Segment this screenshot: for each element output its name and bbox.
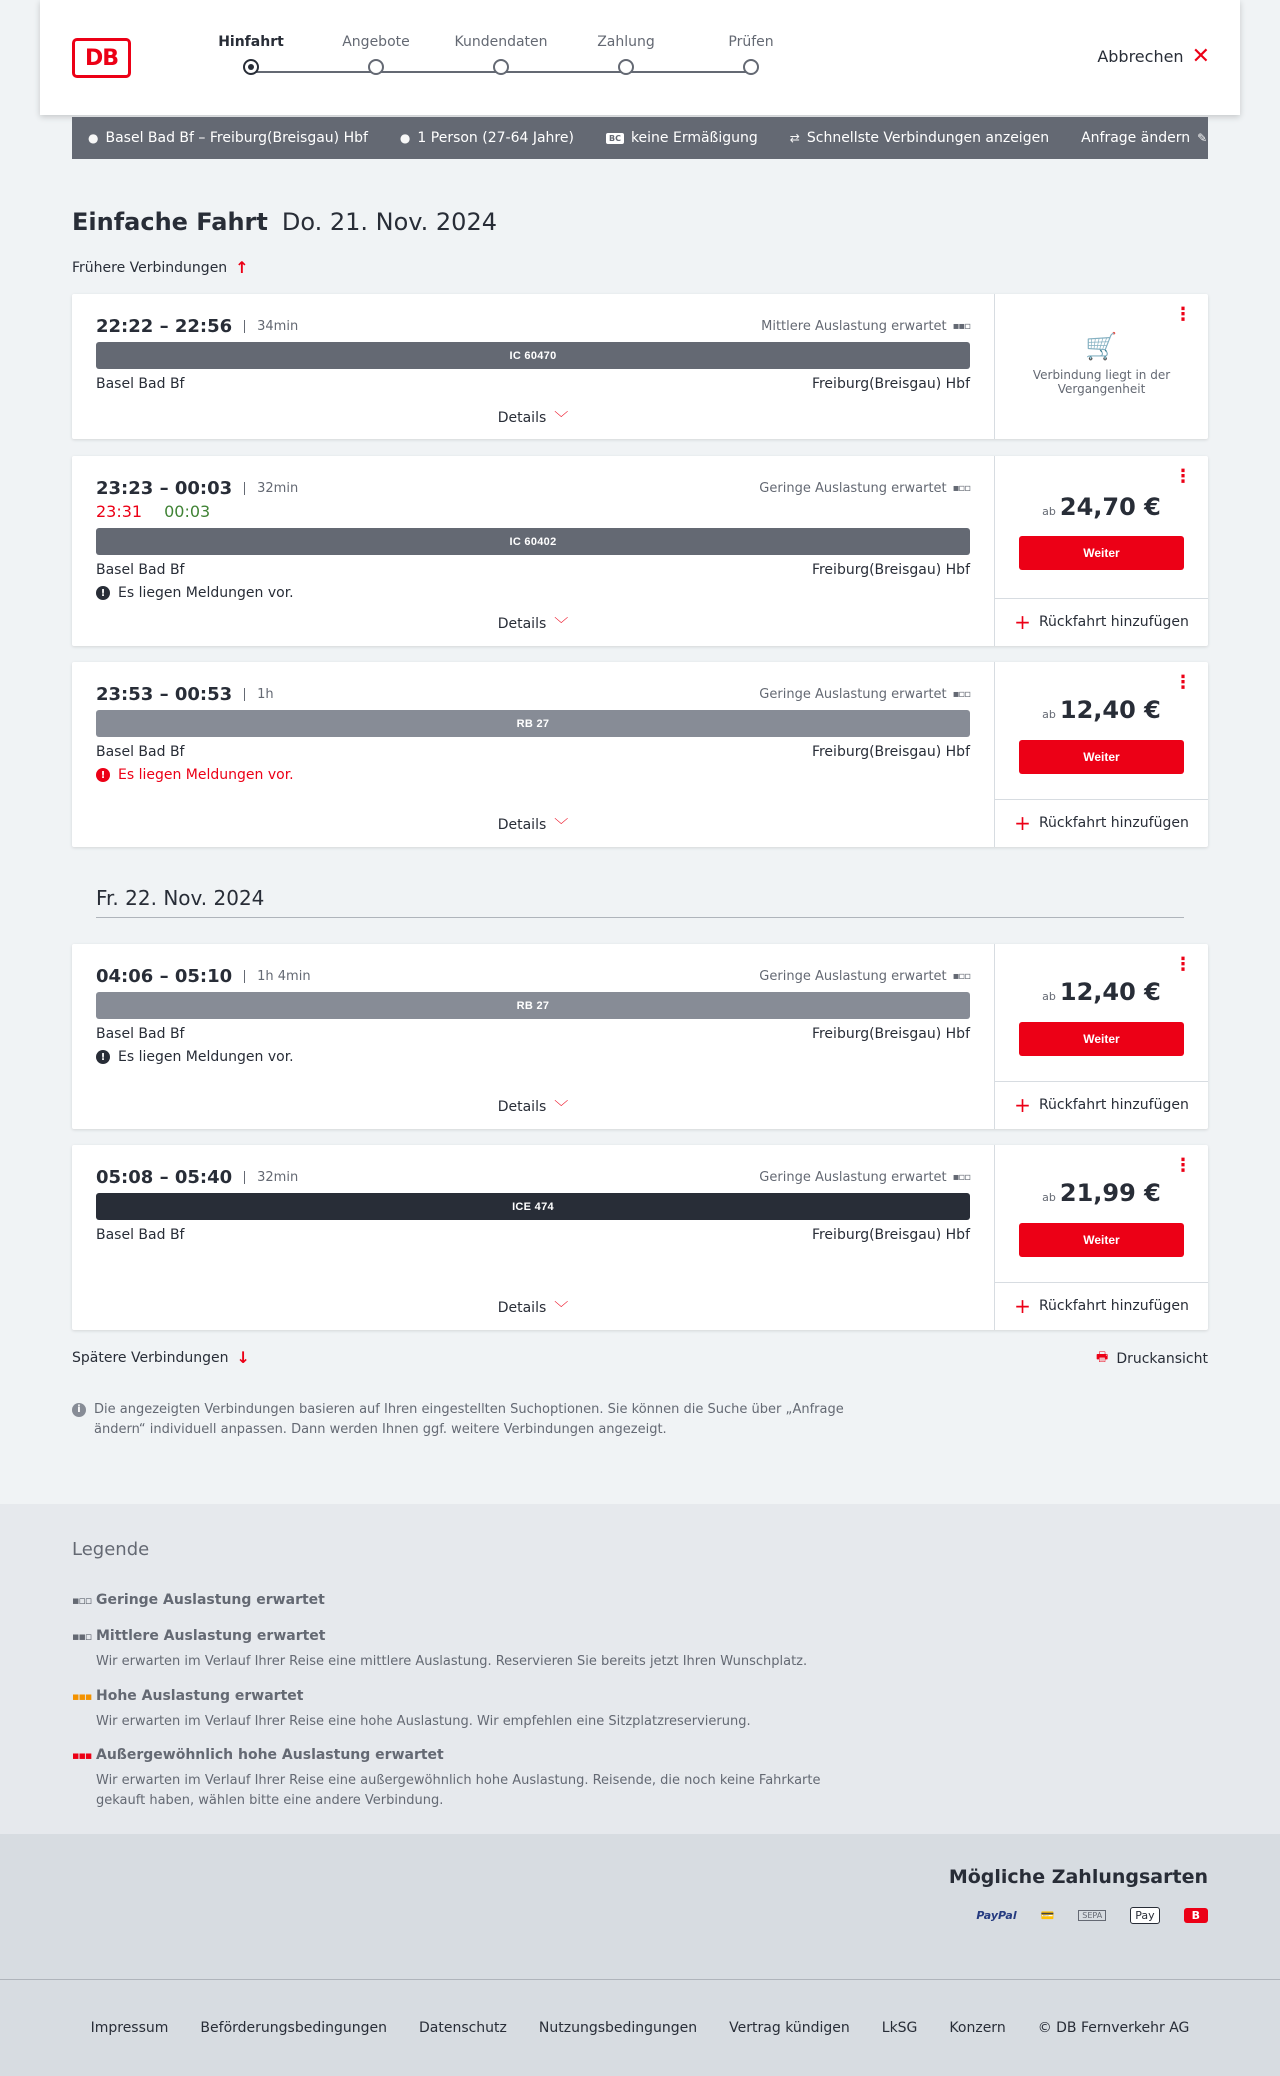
person-icon: ● bbox=[399, 131, 411, 145]
apple-pay-icon bbox=[1130, 1907, 1159, 1924]
realtime-info bbox=[96, 502, 210, 521]
price-value: 12,40 € bbox=[1059, 978, 1161, 1006]
occupancy-high-icon: ▪▪▪ bbox=[72, 1689, 92, 1703]
plus-icon: + bbox=[1014, 1093, 1031, 1117]
db-bonus-icon: B bbox=[1184, 1908, 1208, 1923]
add-return-label: Rückfahrt hinzufügen bbox=[1038, 1298, 1189, 1314]
arrival-station: Freiburg(Breisgau) Hbf bbox=[811, 744, 970, 760]
arrival-station: Freiburg(Breisgau) Hbf bbox=[811, 562, 970, 578]
train-bar bbox=[96, 528, 970, 555]
step-hinfahrt bbox=[201, 34, 301, 75]
price bbox=[995, 493, 1208, 521]
chevron-down-icon: ﹀ bbox=[554, 411, 569, 427]
past-connection-notice bbox=[995, 332, 1208, 396]
footer-link-datenschutz[interactable]: Datenschutz bbox=[418, 2020, 507, 2036]
travellers-text: 1 Person (27-64 Jahre) bbox=[417, 130, 574, 146]
close-icon: ✕ bbox=[1191, 43, 1210, 69]
connection-main bbox=[72, 294, 994, 439]
message-notice[interactable] bbox=[96, 1049, 294, 1065]
stations bbox=[96, 562, 970, 578]
payment-title: Mögliche Zahlungsarten bbox=[948, 1866, 1208, 1888]
apple-pay-label: Pay bbox=[1135, 1909, 1155, 1922]
occupancy-info bbox=[759, 969, 970, 984]
connection-offer bbox=[994, 1145, 1208, 1330]
later-connections-link[interactable] bbox=[72, 1348, 250, 1367]
duration: 32min bbox=[244, 1171, 298, 1184]
add-return-button[interactable] bbox=[995, 1282, 1208, 1329]
price bbox=[995, 696, 1208, 724]
route-item bbox=[88, 130, 368, 146]
time-range: 05:08 – 05:40 bbox=[96, 1167, 233, 1188]
legend bbox=[0, 1504, 1280, 1834]
price bbox=[995, 1179, 1208, 1207]
stations bbox=[96, 1227, 970, 1243]
details-label: Details bbox=[497, 817, 547, 833]
occupancy-text: Geringe Auslastung erwartet bbox=[759, 481, 947, 496]
details-label: Details bbox=[497, 410, 547, 426]
alert-icon: ! bbox=[96, 586, 110, 600]
train-bar bbox=[96, 342, 970, 369]
footer-link-lksg[interactable]: LkSG bbox=[881, 2020, 918, 2036]
arrival-station: Freiburg(Breisgau) Hbf bbox=[811, 1227, 970, 1243]
mode-item bbox=[790, 130, 1049, 146]
legend-title: Legende bbox=[72, 1539, 150, 1560]
legend-item-title: Außergewöhnlich hohe Auslastung erwartet bbox=[96, 1747, 444, 1763]
legend-item-title: Mittlere Auslastung erwartet bbox=[96, 1628, 326, 1644]
print-label: Druckansicht bbox=[1116, 1351, 1208, 1367]
step-angebote bbox=[326, 34, 426, 75]
printer-icon: 🖶 bbox=[1096, 1350, 1109, 1365]
payment-icons bbox=[976, 1907, 1208, 1924]
occupancy-low-icon: ▪▫▫ bbox=[72, 1593, 92, 1607]
time-range: 23:53 – 00:53 bbox=[96, 684, 233, 705]
duration: 1h bbox=[244, 688, 274, 701]
header bbox=[40, 0, 1240, 115]
change-request-button[interactable] bbox=[1081, 130, 1207, 146]
occupancy-text: Geringe Auslastung erwartet bbox=[759, 687, 947, 702]
occupancy-medium-icon: ▪▪▫ bbox=[952, 321, 970, 332]
departure-station: Basel Bad Bf bbox=[96, 562, 185, 578]
duration: 32min bbox=[244, 482, 298, 495]
chevron-down-icon: ﹀ bbox=[554, 1100, 569, 1116]
progress-steps bbox=[211, 34, 774, 84]
message-notice[interactable] bbox=[96, 767, 294, 783]
cancel-button[interactable] bbox=[1097, 43, 1210, 69]
time-range: 23:23 – 00:03 bbox=[96, 478, 233, 499]
occupancy-low-icon: ▪▫▫ bbox=[952, 689, 970, 700]
arrival-station: Freiburg(Breisgau) Hbf bbox=[811, 376, 970, 392]
continue-button[interactable]: Weiter bbox=[1019, 1022, 1184, 1056]
more-options-icon[interactable]: ⋮ bbox=[1174, 954, 1192, 975]
occupancy-low-icon: ▪▫▫ bbox=[952, 483, 970, 494]
step-zahlung bbox=[576, 34, 676, 75]
connection-main bbox=[72, 1145, 994, 1330]
location-pin-icon: ● bbox=[88, 131, 99, 145]
time-range: 04:06 – 05:10 bbox=[96, 966, 233, 987]
realtime-departure: 23:31 bbox=[96, 502, 143, 521]
alert-icon: ! bbox=[96, 768, 110, 782]
step-dot bbox=[243, 59, 259, 75]
bahncard-icon: BC bbox=[606, 133, 624, 144]
details-toggle[interactable] bbox=[72, 1097, 994, 1117]
continue-button[interactable]: Weiter bbox=[1019, 536, 1184, 570]
legend-item-title: Geringe Auslastung erwartet bbox=[96, 1592, 325, 1608]
message-notice[interactable] bbox=[96, 585, 294, 601]
search-summary-bar bbox=[72, 117, 1208, 159]
departure-station: Basel Bad Bf bbox=[96, 376, 185, 392]
discount-item bbox=[606, 130, 758, 146]
connection-card bbox=[72, 1145, 1208, 1330]
plus-icon: + bbox=[1014, 1294, 1031, 1318]
occupancy-text: Mittlere Auslastung erwartet bbox=[761, 319, 947, 334]
connection-times bbox=[96, 966, 311, 987]
occupancy-text: Geringe Auslastung erwartet bbox=[759, 1170, 947, 1185]
arrow-down-icon: ↓ bbox=[236, 1348, 250, 1367]
legend-item-high bbox=[72, 1688, 872, 1732]
connection-card bbox=[72, 662, 1208, 847]
past-text: Verbindung liegt in der Vergangenheit bbox=[1032, 368, 1171, 396]
step-dot bbox=[368, 59, 384, 75]
cancel-label: Abbrechen bbox=[1097, 47, 1184, 66]
price-value: 21,99 € bbox=[1059, 1179, 1161, 1207]
more-options-icon[interactable]: ⋮ bbox=[1174, 672, 1192, 693]
day-separator-date: Fr. 22. Nov. 2024 bbox=[96, 886, 265, 910]
legend-item-extreme bbox=[72, 1747, 872, 1811]
train-bar bbox=[96, 710, 970, 737]
details-label: Details bbox=[497, 1099, 547, 1115]
day-separator bbox=[96, 886, 1184, 918]
route-text: Basel Bad Bf – Freiburg(Breisgau) Hbf bbox=[105, 130, 368, 146]
print-view-link[interactable] bbox=[1096, 1348, 1208, 1370]
step-label: Zahlung bbox=[597, 34, 655, 50]
occupancy-info bbox=[759, 1170, 970, 1185]
occupancy-medium-icon: ▪▪▫ bbox=[72, 1629, 92, 1643]
footer-link-nutzungsbedingungen[interactable]: Nutzungsbedingungen bbox=[538, 2020, 698, 2036]
details-toggle[interactable] bbox=[72, 408, 994, 428]
step-kundendaten bbox=[451, 34, 551, 75]
legend-item-text: Wir erwarten im Verlauf Ihrer Reise eine außergewöhnlich hohe Auslastung. Reisende, die noch keine Fahrkarte gekauft haben, wählen bitte eine andere Verbindung. bbox=[96, 1773, 821, 1808]
occupancy-info bbox=[761, 319, 970, 334]
footer bbox=[0, 1979, 1280, 2076]
connection-card bbox=[72, 944, 1208, 1129]
train-bar bbox=[96, 1193, 970, 1220]
legend-item-title: Hohe Auslastung erwartet bbox=[96, 1688, 304, 1704]
duration: 1h 4min bbox=[244, 970, 310, 983]
more-options-icon[interactable]: ⋮ bbox=[1174, 1155, 1192, 1176]
message-text: Es liegen Meldungen vor. bbox=[118, 1049, 294, 1065]
earlier-label: Frühere Verbindungen bbox=[72, 259, 228, 276]
occupancy-text: Geringe Auslastung erwartet bbox=[759, 969, 947, 984]
connection-offer bbox=[994, 294, 1208, 439]
info-text: Die angezeigten Verbindungen basieren auf Ihren eingestellten Suchoptionen. Sie können die Suche über „Anfrage ändern“ individuell anpassen. Dann werden Ihnen ggf. weitere Verbindungen angezeigt. bbox=[94, 1402, 844, 1437]
footer-link-impressum[interactable]: Impressum bbox=[90, 2020, 169, 2036]
occupancy-extreme-icon: ▪▪▪ bbox=[72, 1748, 92, 1762]
price-prefix: ab bbox=[1042, 708, 1056, 721]
db-logo[interactable]: DB bbox=[72, 38, 131, 78]
train-bar bbox=[96, 992, 970, 1019]
message-text: Es liegen Meldungen vor. bbox=[118, 767, 294, 783]
plus-icon: + bbox=[1014, 811, 1031, 835]
change-request-label: Anfrage ändern bbox=[1081, 130, 1191, 146]
trip-type: Einfache Fahrt bbox=[72, 208, 268, 236]
step-dot bbox=[493, 59, 509, 75]
more-options-icon[interactable]: ⋮ bbox=[1174, 304, 1192, 325]
details-toggle[interactable] bbox=[72, 1298, 994, 1318]
stations bbox=[96, 376, 970, 392]
connection-times bbox=[96, 316, 298, 337]
later-label: Spätere Verbindungen bbox=[72, 1349, 229, 1366]
chevron-down-icon: ﹀ bbox=[554, 1301, 569, 1317]
realtime-arrival: 00:03 bbox=[164, 502, 211, 521]
footer-link-befoerderungsbedingungen[interactable]: Beförderungsbedingungen bbox=[200, 2020, 387, 2036]
step-label: Kundendaten bbox=[454, 34, 548, 50]
connection-offer bbox=[994, 662, 1208, 847]
price bbox=[995, 978, 1208, 1006]
stations bbox=[96, 1026, 970, 1042]
stations bbox=[96, 744, 970, 760]
step-label: Prüfen bbox=[728, 34, 774, 50]
add-return-label: Rückfahrt hinzufügen bbox=[1038, 614, 1189, 630]
connection-offer bbox=[994, 944, 1208, 1129]
price-value: 24,70 € bbox=[1059, 493, 1161, 521]
details-label: Details bbox=[497, 616, 547, 632]
earlier-connections-link[interactable] bbox=[72, 258, 249, 277]
connection-times bbox=[96, 478, 298, 499]
add-return-label: Rückfahrt hinzufügen bbox=[1038, 815, 1189, 831]
train-name: IC 60402 bbox=[509, 535, 557, 548]
duration: 34min bbox=[244, 320, 298, 333]
info-icon: i bbox=[72, 1403, 86, 1417]
step-label: Angebote bbox=[342, 34, 410, 50]
plus-icon: + bbox=[1014, 610, 1031, 634]
arrow-up-icon: ↑ bbox=[235, 258, 249, 277]
occupancy-low-icon: ▪▫▫ bbox=[952, 971, 970, 982]
footer-link-konzern[interactable]: Konzern bbox=[949, 2020, 1006, 2036]
chevron-down-icon: ﹀ bbox=[554, 818, 569, 834]
credit-card-icon: 💳 bbox=[1040, 1909, 1055, 1922]
details-label: Details bbox=[497, 1300, 547, 1316]
connection-times bbox=[96, 684, 274, 705]
details-toggle[interactable] bbox=[72, 815, 994, 835]
connection-card bbox=[72, 456, 1208, 646]
travel-date: Do. 21. Nov. 2024 bbox=[281, 208, 497, 236]
add-return-button[interactable] bbox=[995, 1081, 1208, 1128]
legend-item-text: Wir erwarten im Verlauf Ihrer Reise eine mittlere Auslastung. Reservieren Sie bereits jetzt Ihren Wunschplatz. bbox=[96, 1654, 808, 1669]
discount-text: keine Ermäßigung bbox=[630, 130, 758, 146]
step-pruefen bbox=[701, 34, 801, 75]
arrival-station: Freiburg(Breisgau) Hbf bbox=[811, 1026, 970, 1042]
occupancy-info bbox=[759, 481, 970, 496]
occupancy-info bbox=[759, 687, 970, 702]
connection-main bbox=[72, 662, 994, 847]
price-prefix: ab bbox=[1042, 990, 1056, 1003]
cart-unavailable-icon: 🛒 bbox=[1085, 332, 1118, 362]
mode-text: Schnellste Verbindungen anzeigen bbox=[806, 130, 1050, 146]
paypal-icon: PayPal bbox=[976, 1909, 1017, 1922]
occupancy-low-icon: ▪▫▫ bbox=[952, 1172, 970, 1183]
connection-times bbox=[96, 1167, 298, 1188]
chevron-down-icon: ﹀ bbox=[554, 617, 569, 633]
swap-arrows-icon: ⇄ bbox=[789, 131, 800, 145]
alert-icon: ! bbox=[96, 1050, 110, 1064]
departure-station: Basel Bad Bf bbox=[96, 744, 185, 760]
connection-card bbox=[72, 294, 1208, 439]
train-name: RB 27 bbox=[516, 717, 550, 730]
continue-button[interactable]: Weiter bbox=[1019, 1223, 1184, 1257]
travellers-item bbox=[400, 130, 574, 146]
payment-methods bbox=[0, 1834, 1280, 1979]
add-return-label: Rückfahrt hinzufügen bbox=[1038, 1097, 1189, 1113]
sepa-icon: SEPA bbox=[1078, 1910, 1106, 1921]
pencil-icon: ✎ bbox=[1197, 131, 1208, 145]
add-return-button[interactable] bbox=[995, 799, 1208, 846]
departure-station: Basel Bad Bf bbox=[96, 1227, 185, 1243]
page-title bbox=[72, 208, 497, 236]
legend-item-text: Wir erwarten im Verlauf Ihrer Reise eine hohe Auslastung. Wir empfehlen eine Sitzplatzreservierung. bbox=[96, 1714, 751, 1729]
step-dot bbox=[618, 59, 634, 75]
price-prefix: ab bbox=[1042, 1191, 1056, 1204]
legend-item-low bbox=[72, 1592, 872, 1608]
add-return-button[interactable] bbox=[995, 598, 1208, 645]
connection-main bbox=[72, 944, 994, 1129]
legend-item-medium bbox=[72, 1628, 872, 1672]
step-label: Hinfahrt bbox=[218, 34, 284, 50]
search-info-note bbox=[72, 1400, 852, 1440]
connection-offer bbox=[994, 456, 1208, 646]
train-name: IC 60470 bbox=[509, 349, 557, 362]
footer-link-vertrag-kuendigen[interactable]: Vertrag kündigen bbox=[729, 2020, 850, 2036]
price-prefix: ab bbox=[1042, 505, 1056, 518]
time-range: 22:22 – 22:56 bbox=[96, 316, 233, 337]
step-dot bbox=[743, 59, 759, 75]
train-name: ICE 474 bbox=[512, 1200, 554, 1213]
footer-copyright: © DB Fernverkehr AG bbox=[1037, 2020, 1190, 2036]
price-value: 12,40 € bbox=[1059, 696, 1161, 724]
message-text: Es liegen Meldungen vor. bbox=[118, 585, 294, 601]
continue-button[interactable]: Weiter bbox=[1019, 740, 1184, 774]
details-toggle[interactable] bbox=[72, 614, 994, 634]
train-name: RB 27 bbox=[516, 999, 550, 1012]
departure-station: Basel Bad Bf bbox=[96, 1026, 185, 1042]
connection-main bbox=[72, 456, 994, 646]
more-options-icon[interactable]: ⋮ bbox=[1174, 466, 1192, 487]
